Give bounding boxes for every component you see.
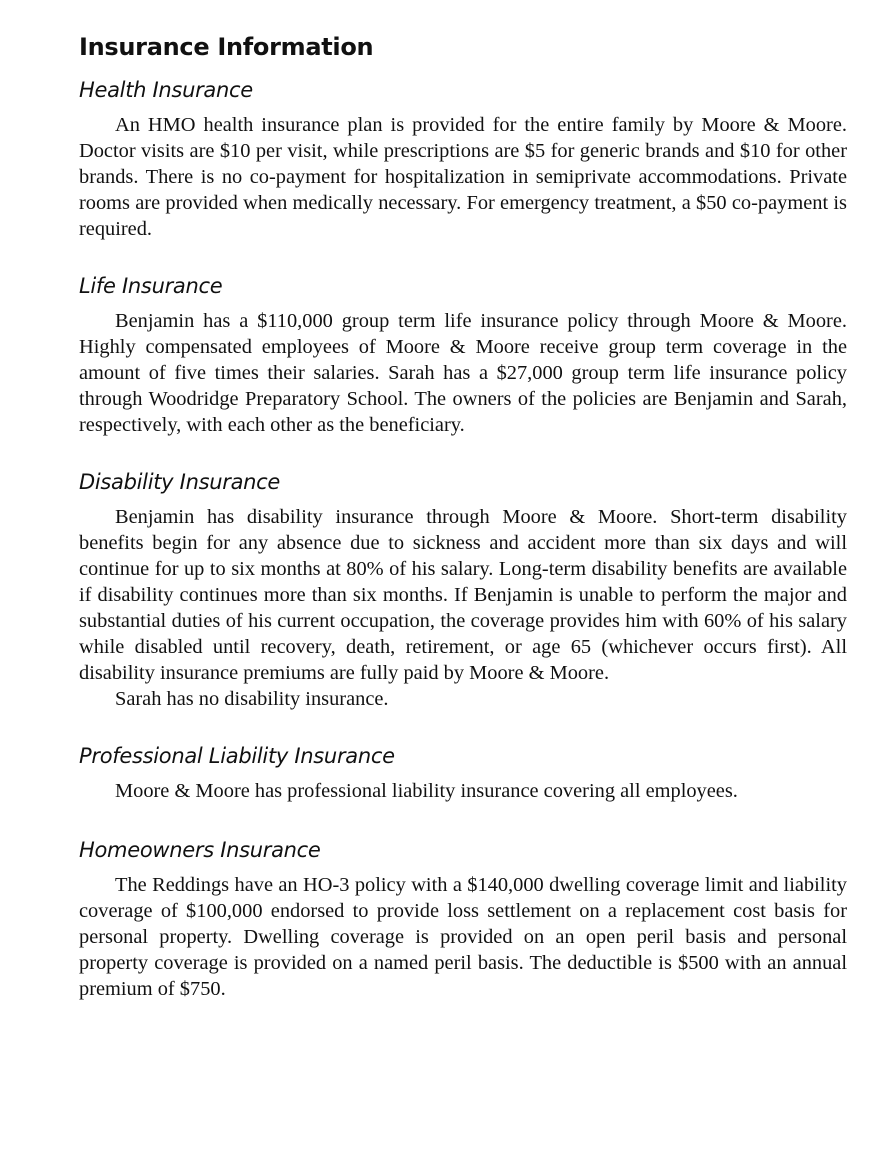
section-health-insurance: [79, 76, 847, 242]
section-heading-homeowners-insurance: Homeowners Insurance: [79, 838, 321, 862]
paragraph-disability-insurance-benjamin: Benjamin has disability insurance through Moore & Moore. Short-term disability benefits begin for any absence due to sickness and accident more than six days and will continue for up to six months at 80% of his salary. Long-term disability benefits are available if disability continues more than six months. If Benjamin is unable to perform the major and substantial duties of his current occupation, the coverage provides him with 60% of his salary while disabled until recovery, death, retirement, or age 65 (whichever occurs first). All disability insurance premiums are fully paid by Moore & Moore.: [79, 506, 847, 684]
paragraph-health-insurance: An HMO health insurance plan is provided for the entire family by Moore & Moore. Doctor visits are $10 per visit, while prescriptions are $5 for generic brands and $10 for other brands. There is no co-payment for hospitalization in semiprivate accommodations. Private rooms are provided when medically necessary. For emergency treatment, a $50 co-payment is required.: [79, 114, 847, 240]
section-heading-disability-insurance: Disability Insurance: [79, 470, 281, 494]
section-life-insurance: [79, 272, 847, 438]
paragraph-professional-liability-insurance: Moore & Moore has professional liability insurance covering all employees.: [115, 780, 738, 802]
section-disability-insurance: [79, 468, 847, 712]
section-heading-professional-liability-insurance: Professional Liability Insurance: [79, 744, 395, 768]
section-homeowners-insurance: [79, 836, 847, 1002]
page-title: Insurance Information: [79, 33, 374, 61]
section-heading-life-insurance: Life Insurance: [79, 274, 223, 298]
paragraph-life-insurance: Benjamin has a $110,000 group term life insurance policy through Moore & Moore. Highly compensated employees of Moore & Moore receive group term coverage in the amount of five times their salaries. Sarah has a $27,000 group term life insurance policy through Woodridge Preparatory School. The owners of the policies are Benjamin and Sarah, respectively, with each other as the beneficiary.: [79, 310, 847, 436]
section-heading-health-insurance: Health Insurance: [79, 78, 253, 102]
document-page: [79, 30, 847, 1032]
paragraph-disability-insurance-sarah: Sarah has no disability insurance.: [115, 688, 389, 710]
paragraph-homeowners-insurance: The Reddings have an HO-3 policy with a $140,000 dwelling coverage limit and liability coverage of $100,000 endorsed to provide loss settlement on a replacement cost basis for personal property. Dwelling coverage is provided on an open peril basis and personal property coverage is provided on a named peril basis. The deductible is $500 with an annual premium of $750.: [79, 874, 847, 1000]
section-professional-liability-insurance: [79, 742, 847, 804]
